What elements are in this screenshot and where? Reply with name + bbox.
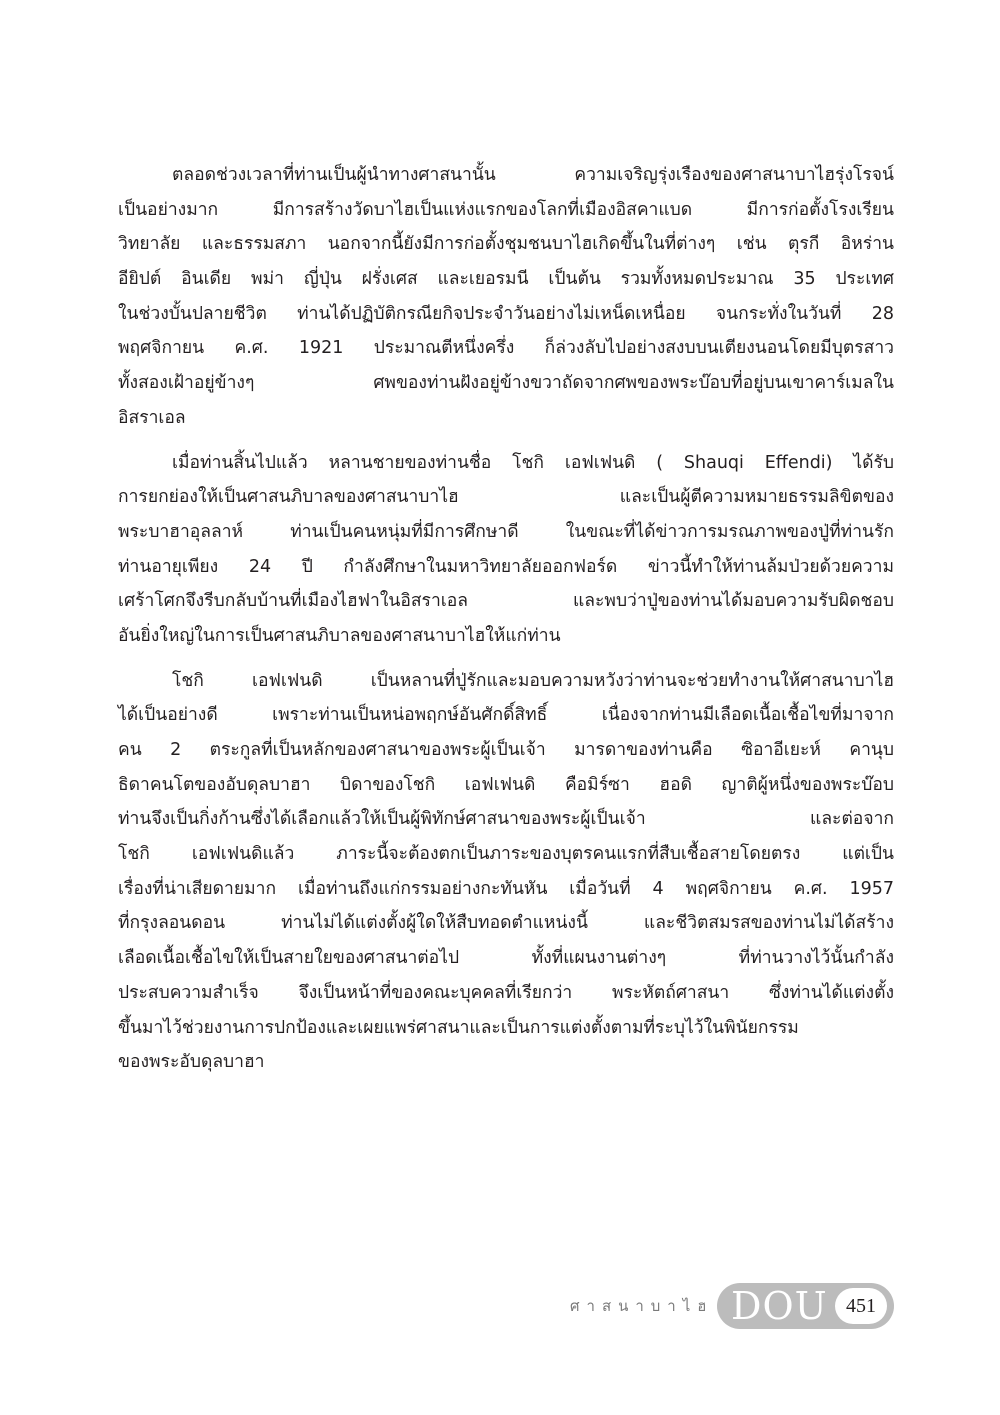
text-line: โชกิ เอฟเฟนดิแล้ว ภาระนี้จะต้องตกเป็นภาระของบุตรคนแรกที่สืบเชื้อสายโดยตรง แต่เป็น — [118, 844, 894, 865]
paragraph-shoghi-effendi-succession — [118, 446, 894, 654]
text-line: เรื่องที่น่าเสียดายมาก เมื่อท่านถึงแก่กรรมอย่างกะทันหัน เมื่อวันที่ 4 พฤศจิกายน ค.ศ. 1957 — [118, 878, 894, 899]
text-line: โชกิ เอฟเฟนดิ เป็นหลานที่ปู่รักและมอบความหวังว่าท่านจะช่วยทำงานให้ศาสนาบาไฮ — [172, 670, 894, 691]
running-title: ศาสนาบาไฮ — [570, 1297, 714, 1315]
text-line: เลือดเนื้อเชื้อไขให้เป็นสายใยของศาสนาต่อไป ทั้งที่แผนงานต่างๆ ที่ท่านวางไว้นั้นกำลัง — [118, 948, 894, 969]
paragraph-abdul-baha-leadership — [118, 158, 894, 436]
page-body — [118, 158, 894, 1090]
text-line: อันยิ่งใหญ่ในการเป็นศาสนภิบาลของศาสนาบาไฮให้แก่ท่าน — [118, 625, 561, 646]
page-footer — [570, 1283, 900, 1331]
paragraph-shoghi-effendi-lineage — [118, 664, 894, 1080]
text-line: ของพระอับดุลบาฮา — [118, 1052, 265, 1073]
text-line: คน 2 ตระกูลที่เป็นหลักของศาสนาของพระผู้เป็นเจ้า มารดาของท่านคือ ซิอาอีเยะห์ คานุบ — [118, 740, 894, 760]
text-line: วิทยาลัย และธรรมสภา นอกจากนี้ยังมีการก่อตั้งชุมชนบาไฮเกิดขึ้นในที่ต่างๆ เช่น ตุรกี อิหร่าน — [118, 234, 894, 255]
text-line: เศร้าโศกจึงรีบกลับบ้านที่เมืองไฮฟาในอิสราเอล และพบว่าปู่ของท่านได้มอบความรับผิดชอบ — [118, 591, 894, 612]
text-line: อียิปต์ อินเดีย พม่า ญี่ปุ่น ฝรั่งเศส และเยอรมนี เป็นต้น รวมทั้งหมดประมาณ 35 ประเทศ — [118, 269, 894, 290]
dou-badge — [717, 1283, 894, 1329]
text-line: เป็นอย่างมาก มีการสร้างวัดบาไฮเป็นแห่งแรกของโลกที่เมืองอิสคาแบด มีการก่อตั้งโรงเรียน — [118, 199, 894, 220]
text-line: ธิดาคนโตของอับดุลบาฮา บิดาของโชกิ เอฟเฟนดิ คือมิร์ซา ฮอดิ ญาติผู้หนึ่งของพระบ๊อบ — [118, 774, 894, 795]
text-line: ท่านจึงเป็นกิ่งก้านซึ่งได้เลือกแล้วให้เป็นผู้พิทักษ์ศาสนาของพระผู้เป็นเจ้า และต่อจาก — [118, 809, 894, 830]
text-line: ขึ้นมาไว้ช่วยงานการปกป้องและเผยแพร่ศาสนาและเป็นการแต่งตั้งตามที่ระบุไว้ในพินัยกรรม — [118, 1017, 799, 1038]
page-number: 451 — [835, 1288, 887, 1324]
text-line: การยกย่องให้เป็นศาสนภิบาลของศาสนาบาไฮ และเป็นผู้ตีความหมายธรรมลิขิตของ — [118, 487, 894, 508]
text-line: ประสบความสำเร็จ จึงเป็นหน้าที่ของคณะบุคคลที่เรียกว่า พระหัตถ์ศาสนา ซึ่งท่านได้แต่งตั้ง — [118, 982, 894, 1003]
text-line: ท่านอายุเพียง 24 ปี กำลังศึกษาในมหาวิทยาลัยออกฟอร์ด ข่าวนี้ทำให้ท่านล้มป่วยด้วยความ — [118, 556, 894, 577]
text-line: อิสราเอล — [118, 407, 186, 428]
text-line: ที่กรุงลอนดอน ท่านไม่ได้แต่งตั้งผู้ใดให้สืบทอดตำแหน่งนี้ และชีวิตสมรสของท่านไม่ได้สร้าง — [118, 913, 894, 934]
text-line: ตลอดช่วงเวลาที่ท่านเป็นผู้นำทางศาสนานั้น ความเจริญรุ่งเรืองของศาสนาบาไฮรุ่งโรจน์ — [172, 165, 894, 185]
text-line: ได้เป็นอย่างดี เพราะท่านเป็นหน่อพฤกษ์อันศักดิ์สิทธิ์ เนื่องจากท่านมีเลือดเนื้อเชื้อไขที่มาจาก — [118, 705, 894, 726]
text-line: ในช่วงบั้นปลายชีวิต ท่านได้ปฏิบัติกรณียกิจประจำวันอย่างไม่เหน็ดเหนื่อย จนกระทั่งในวันที่ 28 — [118, 303, 894, 324]
text-line: พฤศจิกายน ค.ศ. 1921 ประมาณตีหนึ่งครึ่ง ก็ล่วงลับไปอย่างสงบบนเตียงนอนโดยมีบุตรสาว — [118, 338, 894, 359]
dou-logo: DOU — [731, 1284, 828, 1328]
text-line: ทั้งสองเฝ้าอยู่ข้างๆ ศพของท่านฝังอยู่ข้างขวาถัดจากศพของพระบ๊อบที่อยู่บนเขาคาร์เมลใน — [118, 373, 894, 394]
text-line: เมื่อท่านสิ้นไปแล้ว หลานชายของท่านชื่อ โชกิ เอฟเฟนดิ ( Shauqi Effendi) ได้รับ — [172, 452, 894, 473]
text-line: พระบาฮาอุลลาห์ ท่านเป็นคนหนุ่มที่มีการศึกษาดี ในขณะที่ได้ข่าวการมรณภาพของปู่ที่ท่านรัก — [118, 521, 894, 542]
